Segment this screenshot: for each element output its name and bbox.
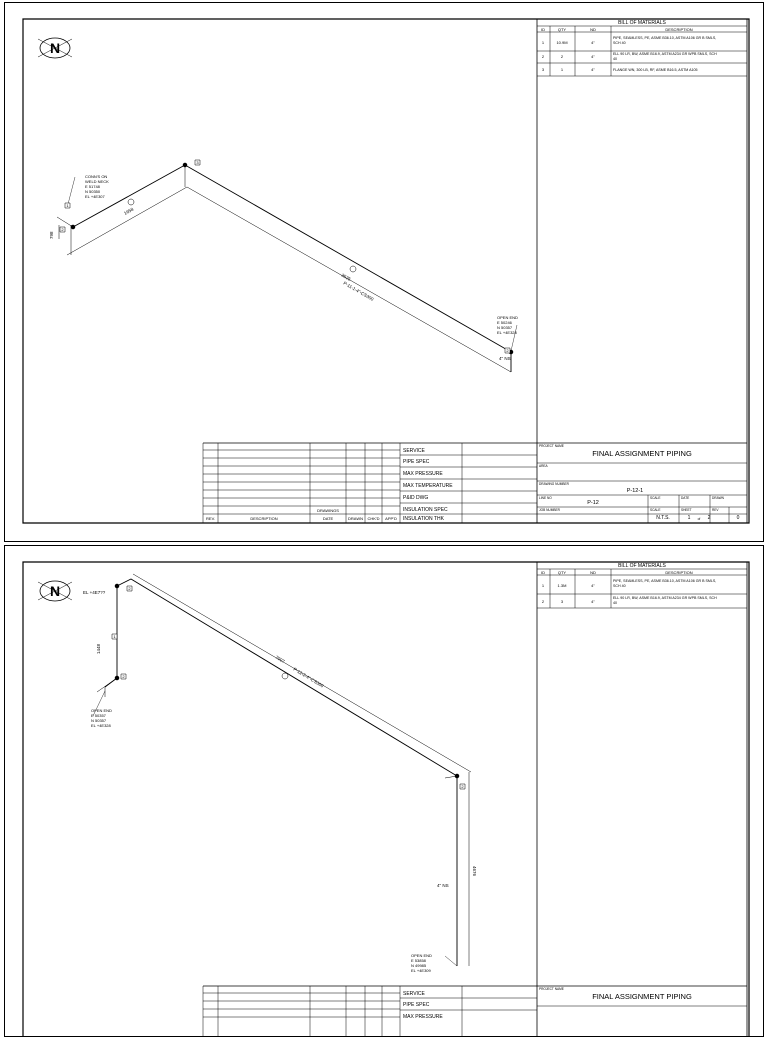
tb-label: DRAWN <box>712 496 724 500</box>
rev-header: APP'D <box>385 516 397 521</box>
bom-cell: 40 <box>613 601 617 605</box>
bom-cell: 3 <box>560 599 564 604</box>
rev-header: CHK'D <box>367 516 380 521</box>
tag-1: 1 <box>66 203 69 208</box>
revision-headers <box>206 508 397 521</box>
open-end-line: OPEN END <box>411 953 432 958</box>
bom-header: QTY <box>557 27 567 32</box>
bom-cell: 4" <box>591 54 595 59</box>
bill-of-materials <box>537 562 747 1036</box>
spec-pipe-spec: PIPE SPEC <box>403 459 430 465</box>
tb-label: PROJECT NAME <box>539 444 564 448</box>
conn-note-line: CONN'S ON <box>85 174 108 179</box>
bom-cell: FLANGE WN, 300 LB, RF, ASME B16.5, ASTM A105 <box>613 68 698 72</box>
bom-cell: SCH 40 <box>613 584 626 588</box>
bom-cell: 2 <box>560 54 564 59</box>
spec-pipe-spec: PIPE SPEC <box>403 1002 430 1008</box>
spec-labels <box>403 991 443 1020</box>
open-end-line: N 50357 <box>497 325 513 330</box>
bom-header: QTY <box>557 570 567 575</box>
bom-cell: ELL 90 LR, BW, ASME B16.9, ASTM A234 GR WPB SMLS, SCH <box>613 596 717 600</box>
project-name: FINAL ASSIGNMENT PIPING <box>592 992 692 1001</box>
bom-cell: 4" <box>591 40 595 45</box>
tb-label: LINE NO <box>539 496 552 500</box>
tb-label: PROJECT NAME <box>539 987 564 991</box>
drawing-sheet-1 <box>4 2 764 542</box>
tb-label: SCALE <box>650 508 661 512</box>
spec-insulation-spec: INSULATION SPEC <box>403 507 448 513</box>
open-end-note <box>497 315 518 335</box>
bom-cell: 10.9M <box>556 40 568 45</box>
dim-a: 1658 <box>123 206 135 216</box>
bom-title: BILL OF MATERIALS <box>618 563 666 569</box>
dim-b: 1448 <box>96 643 101 654</box>
rev-header: DRAWN <box>348 516 363 521</box>
bom-header: ND <box>590 27 596 32</box>
bom-cell: 1 <box>560 67 564 72</box>
bom-cell: 4" <box>591 583 595 588</box>
bom-header: ID <box>541 27 545 32</box>
open-end-line: E 50246 <box>497 320 512 325</box>
title-block-text <box>539 987 692 1001</box>
tag-3: 2 <box>122 674 125 679</box>
isometric-pipe-route <box>93 574 471 966</box>
component-tags <box>60 160 510 353</box>
open-end-line: E 53858 <box>411 958 426 963</box>
bom-cell: 1.3M <box>557 583 567 588</box>
drawings-label: DRAWINGS <box>317 508 339 513</box>
sheet-1-canvas <box>5 3 763 541</box>
sheet-of: of <box>697 517 701 521</box>
title-block-text <box>539 444 740 521</box>
iso-labels <box>83 590 477 888</box>
bom-cell: 3 <box>541 67 545 72</box>
spec-labels <box>403 448 453 522</box>
open-end-line: OPEN END <box>497 315 518 320</box>
bom-cell: SCH 40 <box>613 41 626 45</box>
dim-b: 3525 <box>340 272 352 282</box>
line-number-label: P-12-2-4"-CS300 <box>292 666 325 689</box>
conn-note-line: WELD NECK <box>85 179 109 184</box>
north-arrow-icon <box>38 581 72 601</box>
conn-note-line: E 51748 <box>85 184 100 189</box>
conn-note-line: N 50350 <box>85 189 101 194</box>
open-end-line: OPEN END <box>91 708 112 713</box>
bom-cell: ELL 90 LR, BW, ASME B16.9, ASTM A234 GR WPB SMLS, SCH <box>613 52 717 56</box>
rev-header: DESCRIPTION <box>250 516 278 521</box>
bom-cell: PIPE, SEAMLESS, PE, ASME B36.10, ASTM A106 GR B SMLS, <box>613 36 717 40</box>
conn-note-line: EL +4E307 <box>85 194 105 199</box>
sheet-number: 1 <box>687 515 691 521</box>
size-tag: 4" NS <box>437 883 449 888</box>
rev-header: DATE <box>322 516 334 521</box>
north-arrow-icon <box>38 38 72 58</box>
tb-label: AREA <box>539 464 548 468</box>
north-label: N <box>49 583 61 599</box>
tag-2: 1 <box>113 634 116 639</box>
bom-header: DESCRIPTION <box>665 570 693 575</box>
open-end-line: E 50357 <box>91 713 106 718</box>
spec-max-pressure: MAX PRESSURE <box>403 471 443 477</box>
tag-4: 2 <box>506 348 509 353</box>
bill-of-materials <box>537 19 747 523</box>
open-end-line: EL +4E328 <box>91 723 111 728</box>
spec-service: SERVICE <box>403 448 425 454</box>
tb-label: JOB NUMBER <box>539 508 560 512</box>
bom-cell: 4" <box>591 599 595 604</box>
tag-4: 2 <box>461 784 464 789</box>
drawing-sheet-2 <box>4 545 764 1037</box>
open-end-line: EL +4E309 <box>411 968 431 973</box>
tb-label: REV <box>712 508 719 512</box>
tb-label: SCALE <box>650 496 661 500</box>
scale-value: N.T.S. <box>656 515 670 521</box>
tb-label: SHEET <box>681 508 692 512</box>
connection-note <box>85 174 109 199</box>
open-end-line: N 49985 <box>411 963 427 968</box>
dimension-labels <box>49 206 511 361</box>
spec-max-pressure: MAX PRESSURE <box>403 1014 443 1020</box>
component-tags <box>112 586 465 789</box>
open-end-note-a <box>91 708 112 728</box>
tag-2: 2 <box>61 227 64 232</box>
size-tag: 4" NS <box>499 356 511 361</box>
open-end-line: N 50357 <box>91 718 107 723</box>
bom-cell: 4" <box>591 67 595 72</box>
bom-cell: 2 <box>541 54 545 59</box>
project-name: FINAL ASSIGNMENT PIPING <box>592 449 692 458</box>
open-end-line: EL +4E328 <box>497 330 517 335</box>
north-label: N <box>49 40 61 56</box>
dim-a: 7007 <box>274 654 286 665</box>
line-number: P-12 <box>587 500 599 506</box>
drawing-number: P-12-1 <box>626 488 644 494</box>
elevation-label: EL +4E7?? <box>83 590 106 595</box>
rev-header: REV. <box>206 516 215 521</box>
bom-cell: PIPE, SEAMLESS, PE, ASME B36.10, ASTM A106 GR B SMLS, <box>613 579 717 583</box>
bom-header: ND <box>590 570 596 575</box>
bom-title: BILL OF MATERIALS <box>618 20 666 26</box>
dim-c: 4676 <box>472 866 477 877</box>
isometric-pipe-route <box>57 163 517 372</box>
bom-cell: 1 <box>541 583 545 588</box>
spec-service: SERVICE <box>403 991 425 997</box>
spec-insulation-thk: INSULATION THK <box>403 516 444 522</box>
rev-value: 0 <box>736 515 740 521</box>
spec-max-temperature: MAX TEMPERATURE <box>403 483 453 489</box>
dim-c: 798 <box>49 231 54 239</box>
bom-cell: 40 <box>613 57 617 61</box>
tag-1: 2 <box>128 586 131 591</box>
spec-pid-dwg: P&ID DWG <box>403 495 429 501</box>
open-end-note-b <box>411 953 432 973</box>
tb-label: DRAWING NUMBER <box>539 482 569 486</box>
bom-cell: 2 <box>541 599 545 604</box>
tb-label: DATE <box>681 496 690 500</box>
sheet-2-canvas <box>5 546 763 1036</box>
line-number-label: P-11-1-4"-CS300 <box>342 280 375 302</box>
tag-3: 3 <box>196 160 199 165</box>
bom-header: DESCRIPTION <box>665 27 693 32</box>
bom-header: ID <box>541 570 545 575</box>
sheet-total: 2 <box>707 515 711 521</box>
bom-cell: 1 <box>541 40 545 45</box>
